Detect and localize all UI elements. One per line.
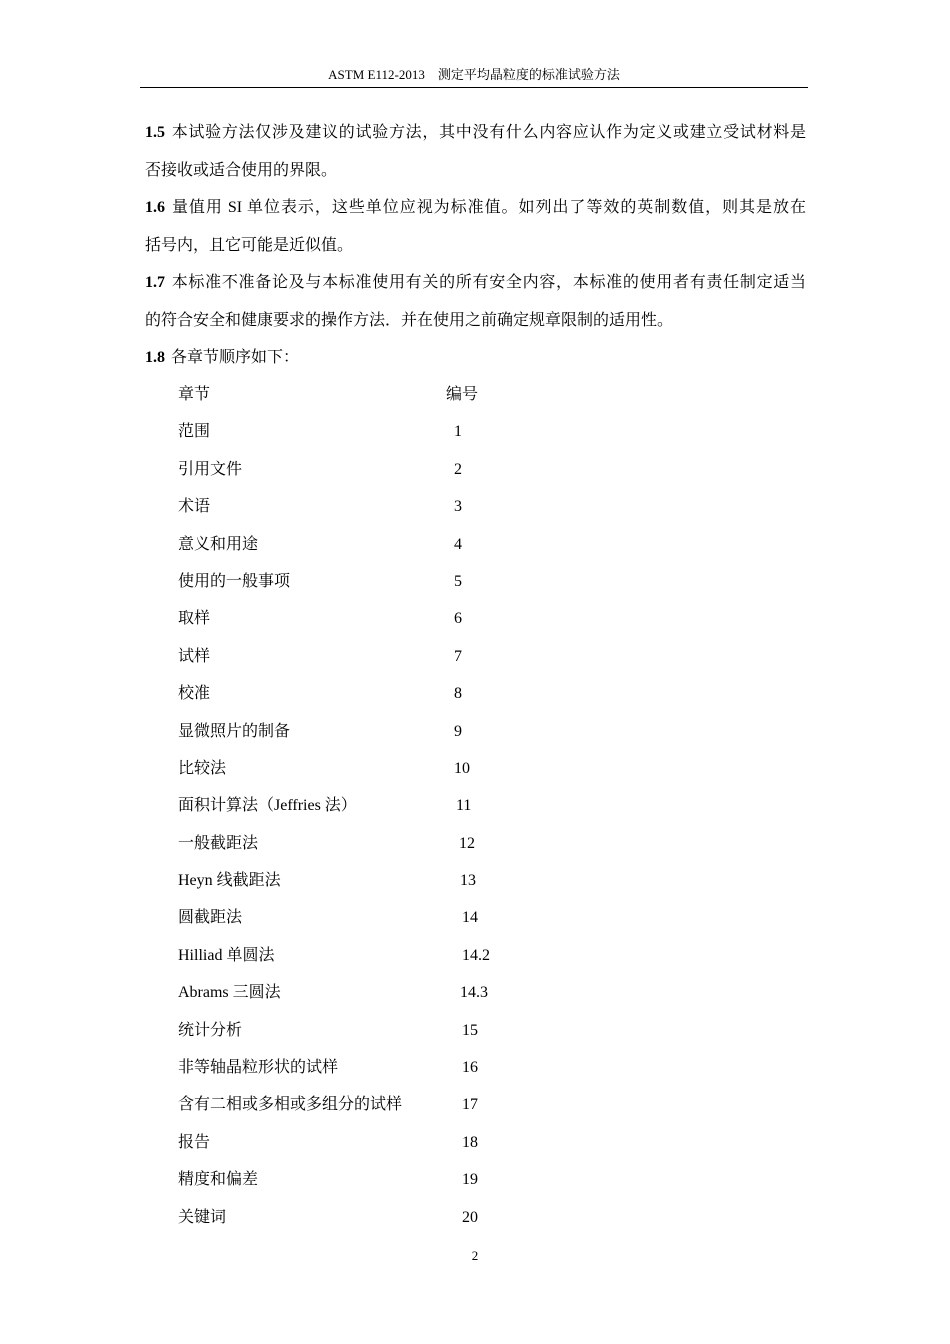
chapter-number: 19 [462,1171,478,1189]
page-number: 2 [471,1248,479,1263]
table-row [178,825,598,862]
chapter-number: 2 [454,460,462,478]
paragraph-line [145,189,806,227]
table-header-row [178,376,598,413]
section-1-6 [145,189,806,264]
table-row [178,713,598,750]
table-row [178,413,598,450]
chapter-number: 20 [462,1208,478,1226]
section-number: 1.8 [145,349,165,366]
chapter-name: 范围 [178,423,211,441]
chapter-name: 统计分析 [178,1021,243,1039]
chapter-number: 12 [459,834,475,852]
paragraph-line: 否接收或适合使用的界限。 [145,161,338,179]
body-text [145,114,806,377]
chapter-name: 面积计算法（Jeffries 法） [178,797,357,815]
paragraph-line: 括号内，且它可能是近似值。 [145,236,354,254]
chapter-number: 13 [460,872,476,890]
chapter-name: 试样 [178,647,211,665]
chapter-number: 14 [462,909,478,927]
table-row [178,899,598,936]
chapter-number: 5 [454,572,462,590]
section-1-8 [145,339,806,377]
chapter-name: 取样 [178,610,211,628]
table-row [178,563,598,600]
paragraph-line [145,264,806,302]
table-row [178,638,598,675]
section-number: 1.5 [145,124,165,141]
chapter-name: 关键词 [178,1208,227,1226]
chapter-name: Hilliad 单圆法 [178,946,275,964]
chapter-name: 非等轴晶粒形状的试样 [178,1059,339,1077]
table-row [178,1012,598,1049]
section-1-7 [145,264,806,339]
chapter-name: 含有二相或多相或多组分的试样 [178,1096,403,1114]
chapter-table [178,376,598,1236]
chapter-name: 显微照片的制备 [178,722,291,740]
paragraph-line: 的符合安全和健康要求的操作方法．并在使用之前确定规章限制的适用性。 [145,311,674,329]
table-row [178,488,598,525]
chapter-name: 术语 [178,498,211,516]
chapter-name: 校准 [178,685,211,703]
chapter-name: 圆截距法 [178,909,243,927]
chapter-number: 1 [454,423,462,441]
table-row [178,937,598,974]
table-row [178,862,598,899]
chapter-number: 8 [454,685,462,703]
column-header-number: 编号 [446,386,479,403]
paragraph-line [145,339,806,377]
table-row [178,1124,598,1161]
chapter-number: 15 [462,1021,478,1039]
chapter-name: 报告 [178,1133,211,1151]
chapter-number: 6 [454,610,462,628]
table-row [178,675,598,712]
table-row [178,600,598,637]
chapter-number: 14.2 [462,946,490,964]
chapter-number: 9 [454,722,462,740]
chapter-name: 意义和用途 [178,535,259,553]
chapter-number: 14.3 [460,984,488,1002]
table-row [178,750,598,787]
chapter-name: 比较法 [178,759,227,777]
table-row [178,1049,598,1086]
table-row [178,787,598,824]
chapter-name: 一般截距法 [178,834,259,852]
section-number: 1.6 [145,199,165,216]
chapter-name: 使用的一般事项 [178,572,291,590]
table-row [178,1199,598,1236]
chapter-number: 4 [454,535,462,553]
chapter-name: Abrams 三圆法 [178,984,281,1002]
paragraph-line [145,114,806,152]
header-title: ASTM E112-2013 测定平均晶粒度的标准试验方法 [328,67,620,82]
section-number: 1.7 [145,274,165,291]
table-row [178,451,598,488]
chapter-number: 7 [454,647,462,665]
column-header-chapter: 章节 [178,386,211,403]
chapter-number: 17 [462,1096,478,1114]
table-row [178,1161,598,1198]
running-header [140,64,808,88]
chapter-name: Heyn 线截距法 [178,872,281,890]
paragraph-text: 本标准不准备论及与本标准使用有关的所有安全内容，本标准的使用者有责任制定适当 [171,274,806,291]
chapter-name: 引用文件 [178,460,243,478]
chapter-number: 3 [454,498,462,516]
section-1-5 [145,114,806,189]
chapter-number: 11 [456,797,472,815]
paragraph-text: 量值用 SI 单位表示，这些单位应视为标准值。如列出了等效的英制数值，则其是放在 [171,199,806,216]
table-row [178,974,598,1011]
paragraph-text: 本试验方法仅涉及建议的试验方法，其中没有什么内容应认作为定义或建立受试材料是 [171,124,806,141]
paragraph-text: 各章节顺序如下： [171,349,300,366]
chapter-number: 18 [462,1133,478,1151]
table-row [178,1086,598,1123]
chapter-name: 精度和偏差 [178,1171,259,1189]
chapter-number: 10 [454,759,470,777]
chapter-number: 16 [462,1059,478,1077]
table-row [178,526,598,563]
